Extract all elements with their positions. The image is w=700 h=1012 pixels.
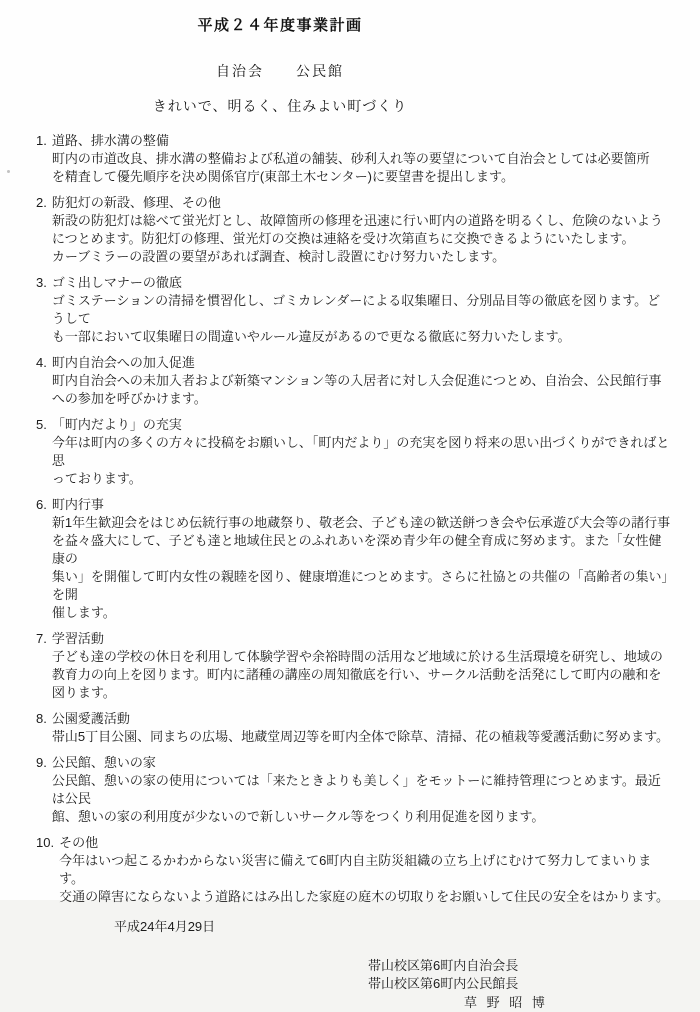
section-title: 公民館、憩いの家 (51, 755, 156, 770)
section-line: 教育力の向上を図ります。町内に諸種の講座の周知徹底を行い、サークル活動を活発にして町内の融和を (51, 667, 662, 682)
section-line: 今年は町内の多くの方々に投稿をお願いし、「町内だより」の充実を図り将来の思い出づくりができればと思 (51, 435, 670, 468)
signature-block (368, 957, 700, 1012)
section-line: 町内の市道改良、排水溝の整備および私道の舗装、砂利入れ等の要望について自治会としては必要箇所 (51, 151, 650, 166)
section-body (59, 852, 672, 906)
section-line: 今年はいつ起こるかわからない災害に備えて6町内自主防災組織の立ち上げにむけて努力してまいります。 (59, 853, 652, 886)
signature-title-jichikai: 帯山校区第6町内自治会長 (368, 958, 519, 973)
section-line: 図ります。 (51, 685, 116, 700)
section-line: ゴミステーションの清掃を慣習化し、ゴミカレンダーによる収集曜日、分別品目等の徹底を図ります。どうして (51, 293, 661, 326)
section-number: 1. (36, 133, 47, 148)
section-line: 催します。 (51, 605, 116, 620)
document-header (0, 14, 560, 116)
section-line: 子ども達の学校の休日を利用して体験学習や余裕時間の活用など地域に於ける生活環境を研究し、地域の (51, 649, 663, 664)
section-line: 新1年生歓迎会をはじめ伝統行事の地蔵祭り、敬老会、子ども達の歓送餅つき会や伝承遊び大会等の諸行事 (51, 515, 671, 530)
section-line: につとめます。防犯灯の修理、蛍光灯の交換は連絡を受け次第直ちに交換できるようにいたします。 (51, 231, 635, 246)
section-body (52, 150, 672, 186)
section-number: 7. (36, 631, 47, 646)
section-line: 集い」を開催して町内女性の親睦を図り、健康増進につとめます。さらに社協との共催の「高齢者の集い」を開 (51, 569, 669, 602)
document-title: 平成２４年度事業計画 (197, 17, 363, 34)
section-title: 町内自治会への加入促進 (51, 355, 195, 370)
section (36, 132, 672, 186)
section-number: 9. (36, 755, 47, 770)
section-body (52, 292, 672, 346)
section-number: 5. (36, 417, 47, 432)
section-line: 館、憩いの家の利用度が少ないので新しいサークル等をつくり利用促進を図ります。 (51, 809, 545, 824)
section-body (52, 434, 672, 488)
section-title: 「町内だより」の充実 (51, 417, 182, 432)
section-body (52, 514, 672, 622)
section-body (52, 772, 672, 826)
slogan-line: きれいで、明るく、住みよい町づくり (152, 98, 408, 114)
section (36, 630, 672, 702)
section-number: 3. (36, 275, 47, 290)
section-number: 10. (36, 835, 55, 850)
section-body (52, 648, 672, 702)
section-number: 6. (36, 497, 47, 512)
section (36, 496, 672, 622)
section-line: への参加を呼びかけます。 (51, 391, 207, 406)
section-title: 道路、排水溝の整備 (51, 133, 169, 148)
section-line: 公民館、憩いの家の使用については「来たときよりも美しく」をモットーに維持管理につとめます。最近は公民 (51, 773, 661, 806)
section-line: っております。 (51, 471, 142, 486)
section-title: その他 (59, 835, 99, 850)
section-number: 8. (36, 711, 47, 726)
section (36, 834, 672, 906)
sections (36, 132, 672, 906)
section-number: 2. (36, 195, 47, 210)
section (36, 710, 672, 746)
section (36, 354, 672, 408)
section-body (52, 212, 672, 266)
organization-line: 自治会 公民館 (216, 63, 344, 79)
section-line: 交通の障害にならないよう道路にはみ出した家庭の庭木の切取りをお願いして住民の安全をはかります。 (59, 889, 670, 904)
section-title: ゴミ出しマナーの徹底 (51, 275, 182, 290)
document-date: 平成24年4月29日 (114, 919, 216, 934)
section-line: を精査して優先順序を決め関係官庁(東部土木センター)に要望書を提出します。 (51, 169, 514, 184)
section-line: 新設の防犯灯は総べて蛍光灯とし、故障箇所の修理を迅速に行い町内の道路を明るくし、危険のないよう (51, 213, 663, 228)
section (36, 754, 672, 826)
section-title: 町内行事 (51, 497, 104, 512)
section-line: 町内自治会への未加入者および新築マンション等の入居者に対し入会促進につとめ、自治会、公民館行事 (51, 373, 662, 388)
section-title: 防犯灯の新設、修理、その他 (51, 195, 221, 210)
section-line: 帯山5丁目公園、同まちの広場、地蔵堂周辺等を町内全体で除草、清掃、花の植栽等愛護活動に努めます。 (51, 729, 670, 744)
section-body (52, 728, 672, 746)
section (36, 416, 672, 488)
section (36, 194, 672, 266)
section-line: を益々盛大にして、子ども達と地域住民とのふれあいを深め青少年の健全育成に努めます。また「女性健康の (51, 533, 662, 566)
section-number: 4. (36, 355, 47, 370)
section-body (52, 372, 672, 408)
section-title: 学習活動 (51, 631, 104, 646)
section-line: カーブミラーの設置の要望があれば調査、検討し設置にむけ努力いたします。 (51, 249, 506, 264)
signature-name: 草 野 昭 博 (464, 995, 548, 1010)
signature-title-kominkan: 帯山校区第6町内公民館長 (368, 976, 519, 991)
section-line: も一部において収集曜日の間違いやルール違反があるので更なる徹底に努力いたします。 (51, 329, 571, 344)
section-title: 公園愛護活動 (51, 711, 130, 726)
section (36, 274, 672, 346)
